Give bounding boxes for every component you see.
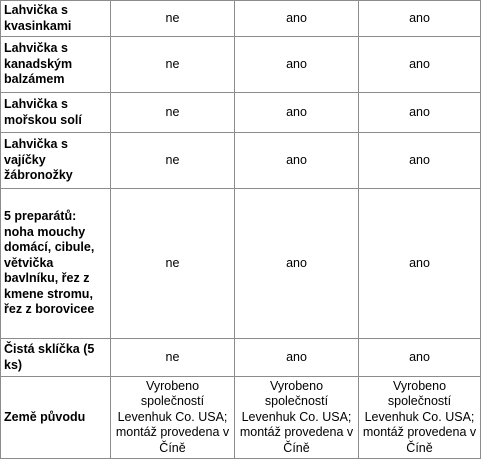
cell-value: ano xyxy=(359,93,481,133)
cell-value: ano xyxy=(235,189,359,339)
table-row xyxy=(1,133,481,189)
table-row xyxy=(1,1,481,37)
cell-value: ano xyxy=(235,37,359,93)
row-label: Lahvička s kanadským balzámem xyxy=(1,37,111,93)
cell-value: ano xyxy=(235,1,359,37)
cell-value: ne xyxy=(111,133,235,189)
row-label: Čistá sklíčka (5 ks) xyxy=(1,339,111,377)
row-label: Země původu xyxy=(1,377,111,459)
cell-value: ano xyxy=(235,133,359,189)
cell-value: ano xyxy=(359,339,481,377)
cell-value: ano xyxy=(359,133,481,189)
cell-value: ne xyxy=(111,189,235,339)
cell-value: Vyrobeno společností Levenhuk Co. USA; montáž provedena v Číně xyxy=(359,377,481,459)
table-row xyxy=(1,377,481,459)
table-row xyxy=(1,339,481,377)
cell-value: ne xyxy=(111,1,235,37)
cell-value: Vyrobeno společností Levenhuk Co. USA; montáž provedena v Číně xyxy=(235,377,359,459)
row-label: Lahvička s mořskou solí xyxy=(1,93,111,133)
cell-value: ano xyxy=(359,1,481,37)
row-label: Lahvička s vajíčky žábronožky xyxy=(1,133,111,189)
table-row xyxy=(1,93,481,133)
row-label: 5 preparátů: noha mouchy domácí, cibule, větvička bavlníku, řez z kmene stromu, řez z borovicee xyxy=(1,189,111,339)
cell-value: ano xyxy=(235,339,359,377)
cell-value: ano xyxy=(359,37,481,93)
cell-value: ne xyxy=(111,339,235,377)
cell-value: ano xyxy=(235,93,359,133)
table-row xyxy=(1,37,481,93)
row-label: Lahvička s kvasinkami xyxy=(1,1,111,37)
cell-value: ne xyxy=(111,37,235,93)
cell-value: ano xyxy=(359,189,481,339)
table-row xyxy=(1,189,481,339)
cell-value: ne xyxy=(111,93,235,133)
cell-value: Vyrobeno společností Levenhuk Co. USA; montáž provedena v Číně xyxy=(111,377,235,459)
